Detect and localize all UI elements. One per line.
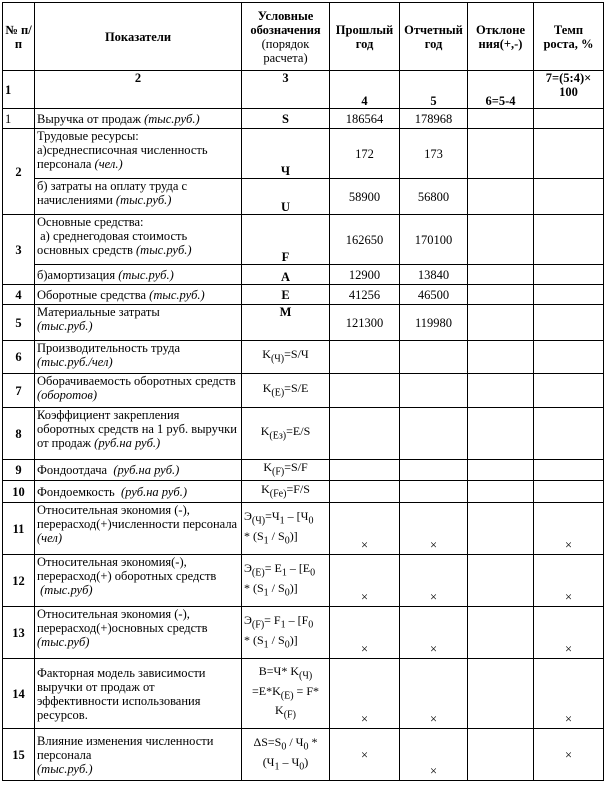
header-indicators: Показатели	[35, 3, 242, 71]
indicator-cell: Относительная экономия(-), перерасход(+) оборотных средств (тыс.руб)	[35, 555, 242, 607]
indicator-cell: Выручка от продаж (тыс.руб.)	[35, 109, 242, 129]
header-symbols-bold: Условные обозначения	[250, 8, 321, 37]
header-prev-year: Прошлый год	[330, 3, 400, 71]
curr-value	[400, 408, 468, 460]
indicator-cell: Коэффициент закрепления оборотных средств на 1 руб. выручки от продаж (руб.на руб.)	[35, 408, 242, 460]
cross-mark: ×	[330, 503, 400, 555]
header-symbols	[242, 3, 330, 71]
prev-value: 172	[330, 129, 400, 179]
table-row	[3, 129, 604, 179]
growth-cell	[534, 408, 604, 460]
curr-value	[400, 374, 468, 408]
growth-cell	[534, 179, 604, 215]
indicator-cell: Оборотные средства (тыс.руб.)	[35, 285, 242, 305]
curr-value: 46500	[400, 285, 468, 305]
table-row	[3, 460, 604, 481]
deviation-cell	[468, 341, 534, 374]
num-3: 3	[242, 71, 330, 109]
growth-cell	[534, 481, 604, 503]
prev-value: 41256	[330, 285, 400, 305]
indicator-cell: Относительная экономия (-), перерасход(+)основных средств (тыс.руб)	[35, 607, 242, 659]
growth-cell	[534, 215, 604, 265]
growth-cell	[534, 460, 604, 481]
indicators-table	[2, 2, 604, 781]
indicator-cell: Материальные затраты (тыс.руб.)	[35, 305, 242, 341]
formula-cell: $K_{(Ч)}=S/Ч$	[242, 341, 330, 374]
growth-cell	[534, 341, 604, 374]
cross-mark: ×	[330, 659, 400, 729]
curr-value	[400, 341, 468, 374]
curr-value: 119980	[400, 305, 468, 341]
row-number: 9	[3, 460, 35, 481]
cross-mark: ×	[400, 503, 468, 555]
indicator-cell: Относительная экономия (-), перерасход(+)численности персонала (чел)	[35, 503, 242, 555]
deviation-cell	[468, 129, 534, 179]
header-growth: Темп роста, %	[534, 3, 604, 71]
deviation-cell	[468, 481, 534, 503]
formula-cell: $K_{(E)}=S/E$	[242, 374, 330, 408]
cross-mark: ×	[400, 607, 468, 659]
deviation-cell	[468, 179, 534, 215]
indicator-cell: Производительность труда (тыс.руб./чел)	[35, 341, 242, 374]
table-row	[3, 659, 604, 729]
growth-cell	[534, 305, 604, 341]
table-row	[3, 179, 604, 215]
table-row	[3, 729, 604, 781]
cross-mark: ×	[330, 555, 400, 607]
indicator-cell: Фондоемкость (руб.на руб.)	[35, 481, 242, 503]
formula-cell: $\Delta S=S_0 / Ч_0$ * $(Ч_1 - Ч_0)$	[242, 729, 330, 781]
cross-mark: ×	[534, 555, 604, 607]
cross-mark: ×	[534, 503, 604, 555]
numbering-row	[3, 71, 604, 109]
cross-mark: ×	[534, 607, 604, 659]
indicator-cell: Основные средства: а) среднегодовая стоимость основных средств (тыс.руб.)	[35, 215, 242, 265]
curr-value: 178968	[400, 109, 468, 129]
cross-mark: ×	[330, 607, 400, 659]
header-row	[3, 3, 604, 71]
prev-value	[330, 460, 400, 481]
table-row	[3, 109, 604, 129]
row-number: 13	[3, 607, 35, 659]
table-row	[3, 374, 604, 408]
indicator-cell: б)амортизация (тыс.руб.)	[35, 265, 242, 285]
deviation-cell	[468, 659, 534, 729]
cross-mark: ×	[534, 659, 604, 729]
deviation-cell	[468, 265, 534, 285]
prev-value	[330, 408, 400, 460]
row-number: 1	[3, 109, 35, 129]
deviation-cell	[468, 374, 534, 408]
num-5: 5	[400, 71, 468, 109]
deviation-cell	[468, 729, 534, 781]
deviation-cell	[468, 503, 534, 555]
table-row	[3, 503, 604, 555]
formula-cell: $K_{(F)}=S/F$	[242, 460, 330, 481]
growth-cell	[534, 285, 604, 305]
table-row	[3, 285, 604, 305]
symbol-cell: S	[242, 109, 330, 129]
prev-value	[330, 374, 400, 408]
prev-value: 162650	[330, 215, 400, 265]
cross-mark: ×	[400, 659, 468, 729]
prev-value	[330, 341, 400, 374]
num-7: 7=(5:4)× 100	[534, 71, 604, 109]
table-row	[3, 341, 604, 374]
formula-cell: B=Ч* $K_{(Ч)}$ $=E*K_{(E)} = F*$ $K_{(F)}$	[242, 659, 330, 729]
indicator-cell: Фондоотдача (руб.на руб.)	[35, 460, 242, 481]
header-curr-year: Отчетный год	[400, 3, 468, 71]
header-deviation: Отклоне ния(+,-)	[468, 3, 534, 71]
row-number: 2	[3, 129, 35, 215]
table-row	[3, 607, 604, 659]
growth-cell	[534, 265, 604, 285]
formula-cell: $Э_{(F)}= F_1 - [F_0$ * $(S_1 / S_0)$]	[242, 607, 330, 659]
symbol-cell: E	[242, 285, 330, 305]
symbol-cell: A	[242, 265, 330, 285]
table-row	[3, 265, 604, 285]
deviation-cell	[468, 460, 534, 481]
formula-cell: $K_{(Fe)}=F/S$	[242, 481, 330, 503]
row-number: 7	[3, 374, 35, 408]
formula-cell: $K_{(Ез)}=E/S$	[242, 408, 330, 460]
cross-mark: ×	[534, 729, 604, 781]
indicator-cell: б) затраты на оплату труда с начислениями (тыс.руб.)	[35, 179, 242, 215]
curr-value	[400, 460, 468, 481]
num-1: 1	[3, 71, 35, 109]
row-number: 15	[3, 729, 35, 781]
num-4: 4	[330, 71, 400, 109]
indicator-cell: Влияние изменения численности персонала (тыс.руб.)	[35, 729, 242, 781]
deviation-cell	[468, 285, 534, 305]
cross-mark: ×	[400, 729, 468, 781]
deviation-cell	[468, 555, 534, 607]
curr-value: 170100	[400, 215, 468, 265]
cross-mark: ×	[330, 729, 400, 781]
num-6: 6=5-4	[468, 71, 534, 109]
symbol-cell: M	[242, 305, 330, 341]
prev-value: 121300	[330, 305, 400, 341]
header-number: № п/п	[3, 3, 35, 71]
growth-cell	[534, 109, 604, 129]
growth-cell	[534, 129, 604, 179]
deviation-cell	[468, 408, 534, 460]
deviation-cell	[468, 607, 534, 659]
table-row	[3, 481, 604, 503]
row-number: 5	[3, 305, 35, 341]
row-number: 8	[3, 408, 35, 460]
curr-value: 173	[400, 129, 468, 179]
formula-cell: $Э_{(Ч)}=Ч_1 - [Ч_0$ * $(S_1 / S_0)$]	[242, 503, 330, 555]
prev-value: 58900	[330, 179, 400, 215]
row-number: 3	[3, 215, 35, 285]
row-number: 11	[3, 503, 35, 555]
growth-cell	[534, 374, 604, 408]
table-row	[3, 305, 604, 341]
prev-value: 186564	[330, 109, 400, 129]
row-number: 12	[3, 555, 35, 607]
row-number: 10	[3, 481, 35, 503]
row-number: 14	[3, 659, 35, 729]
num-2: 2	[35, 71, 242, 109]
indicator-cell: Факторная модель зависимости выручки от продаж от эффективности использования ресурсов.	[35, 659, 242, 729]
deviation-cell	[468, 215, 534, 265]
formula-cell: $Э_{(E)}= E_1 - [E_0$ * $(S_1 / S_0)$]	[242, 555, 330, 607]
symbol-cell: Ч	[242, 129, 330, 179]
symbol-cell: U	[242, 179, 330, 215]
symbol-cell: F	[242, 215, 330, 265]
cross-mark: ×	[400, 555, 468, 607]
curr-value	[400, 481, 468, 503]
table-row	[3, 408, 604, 460]
header-symbols-sub: (порядок расчета)	[261, 36, 310, 65]
prev-value: 12900	[330, 265, 400, 285]
indicator-cell: Трудовые ресурсы: а)среднесписочная численность персонала (чел.)	[35, 129, 242, 179]
prev-value	[330, 481, 400, 503]
deviation-cell	[468, 305, 534, 341]
deviation-cell	[468, 109, 534, 129]
indicator-cell: Оборачиваемость оборотных средств (оборотов)	[35, 374, 242, 408]
curr-value: 13840	[400, 265, 468, 285]
curr-value: 56800	[400, 179, 468, 215]
row-number: 4	[3, 285, 35, 305]
row-number: 6	[3, 341, 35, 374]
table-row	[3, 555, 604, 607]
table-row	[3, 215, 604, 265]
